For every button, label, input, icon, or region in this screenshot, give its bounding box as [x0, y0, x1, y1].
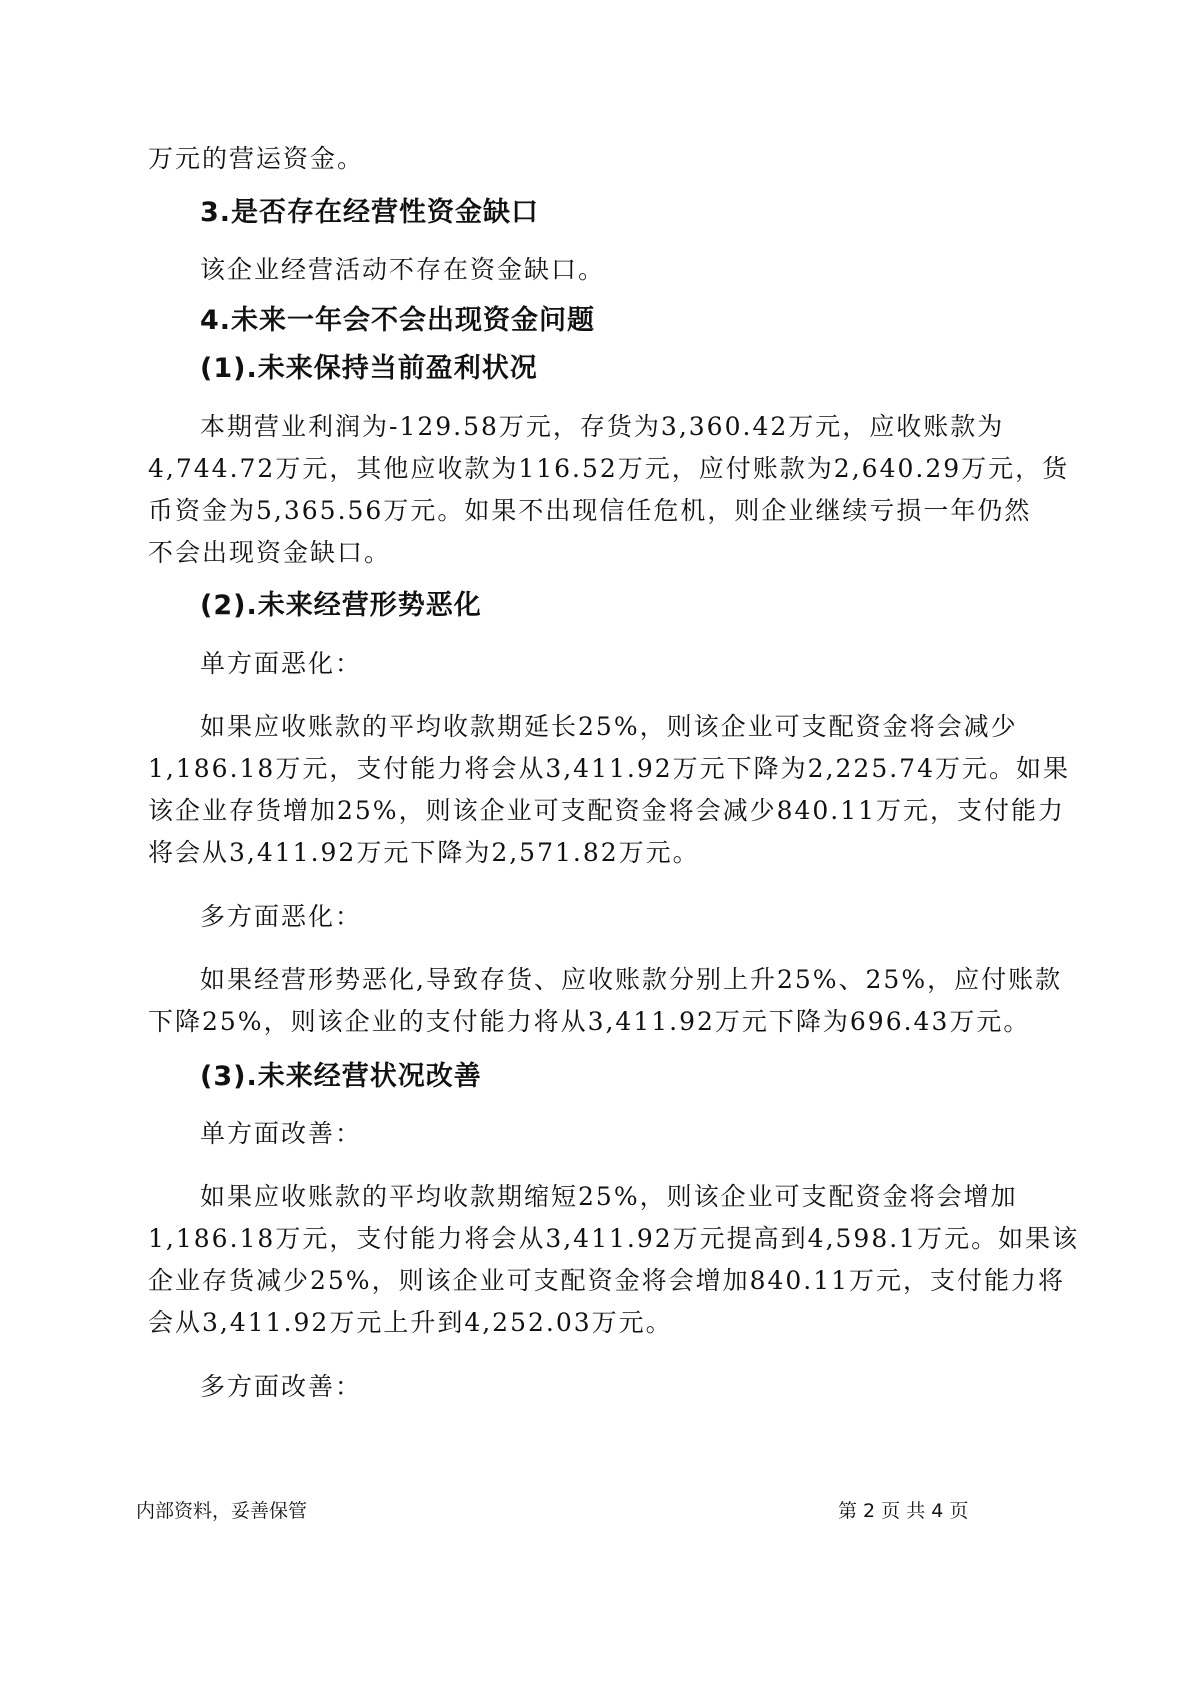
label-single-better: 单方面改善：	[200, 1119, 363, 1148]
heading-funding-gap: 3.是否存在经营性资金缺口	[200, 197, 540, 228]
paragraph-better-line-2: 1,186.18万元，支付能力将会从3,411.92万元提高到4,598.1万元。如果该	[148, 1224, 1080, 1253]
label-single-worse: 单方面恶化：	[200, 649, 363, 678]
label-multi-worse: 多方面恶化：	[200, 902, 363, 931]
paragraph-better-line-4: 会从3,411.92万元上升到4,252.03万元。	[148, 1308, 673, 1337]
heading-worsening: (2).未来经营形势恶化	[200, 590, 482, 621]
continuation-line: 万元的营运资金。	[148, 144, 365, 173]
paragraph-worse-line-4: 将会从3,411.92万元下降为2,571.82万元。	[148, 838, 700, 867]
paragraph-current-line-4: 不会出现资金缺口。	[148, 538, 392, 567]
label-multi-better: 多方面改善：	[200, 1372, 363, 1401]
paragraph-current-line-2: 4,744.72万元，其他应收款为116.52万元，应付账款为2,640.29万元，货	[148, 454, 1070, 483]
heading-keep-current: (1).未来保持当前盈利状况	[200, 353, 538, 384]
heading-next-year: 4.未来一年会不会出现资金问题	[200, 305, 596, 336]
paragraph-better-line-1: 如果应收账款的平均收款期缩短25%，则该企业可支配资金将会增加	[200, 1182, 1018, 1211]
paragraph-worse-line-3: 该企业存货增加25%，则该企业可支配资金将会减少840.11万元，支付能力	[148, 796, 1066, 825]
paragraph-current-line-1: 本期营业利润为-129.58万元，存货为3,360.42万元，应收账款为	[200, 412, 1005, 441]
paragraph-worse-line-2: 1,186.18万元，支付能力将会从3,411.92万元下降为2,225.74万元。如果	[148, 754, 1070, 783]
paragraph-multi-worse-line-1: 如果经营形势恶化,导致存货、应收账款分别上升25%、25%，应付账款	[200, 965, 1063, 994]
heading-improvement: (3).未来经营状况改善	[200, 1061, 482, 1092]
footer-confidential: 内部资料，妥善保管	[136, 1500, 308, 1522]
paragraph-multi-worse-line-2: 下降25%，则该企业的支付能力将从3,411.92万元下降为696.43万元。	[148, 1007, 1031, 1036]
paragraph-funding-gap: 该企业经营活动不存在资金缺口。	[200, 255, 606, 284]
paragraph-worse-line-1: 如果应收账款的平均收款期延长25%，则该企业可支配资金将会减少	[200, 712, 1018, 741]
footer-page-number: 第 2 页 共 4 页	[838, 1500, 969, 1522]
paragraph-better-line-3: 企业存货减少25%，则该企业可支配资金将会增加840.11万元，支付能力将	[148, 1266, 1066, 1295]
paragraph-current-line-3: 币资金为5,365.56万元。如果不出现信任危机，则企业继续亏损一年仍然	[148, 496, 1032, 525]
